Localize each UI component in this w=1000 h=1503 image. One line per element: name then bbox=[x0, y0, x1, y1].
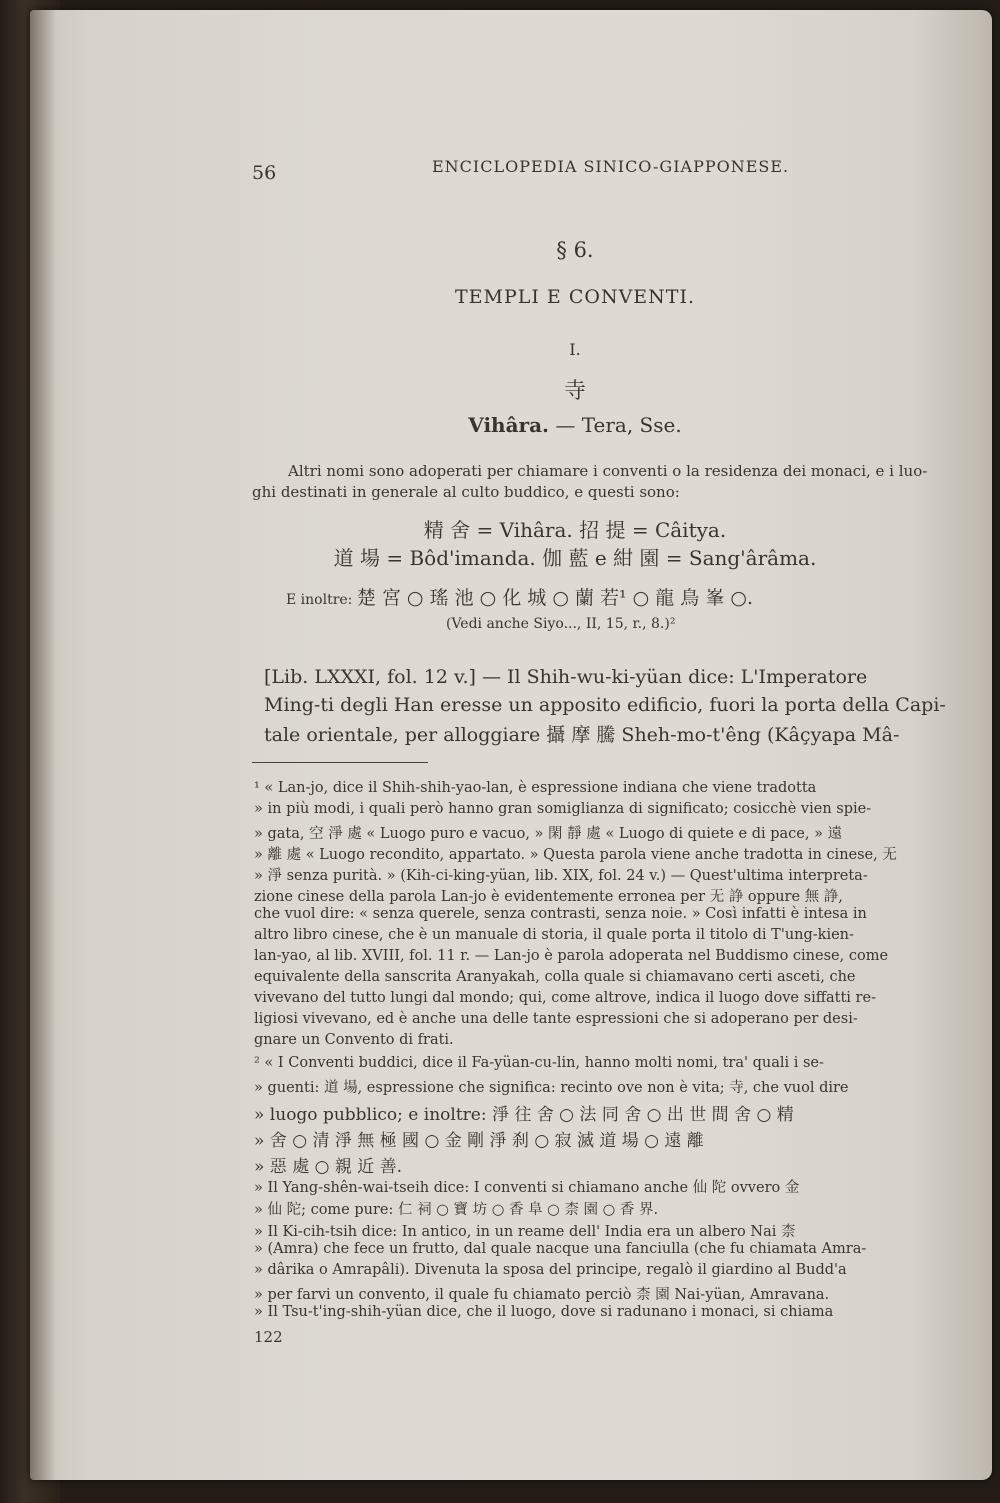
footnote-line: » (Amra) che fece un frutto, dal quale nacque una fanciulla (che fu chiamata Amra- bbox=[254, 1241, 867, 1257]
page-gutter-shadow bbox=[30, 10, 56, 1480]
subsection-kanji: 寺 bbox=[563, 379, 586, 404]
footnote-line: ligiosi vivevano, ed è anche una delle tante espressioni che si adoperano per desi- bbox=[254, 1011, 858, 1027]
footnote-line: lan-yao, al lib. XVIII, fol. 11 r. — Lan-jo è parola adoperata nel Buddismo cinese, come bbox=[254, 948, 889, 964]
heading-rest: — Tera, Sse. bbox=[549, 413, 682, 437]
signature-number: 122 bbox=[254, 1328, 283, 1346]
footnote-line: altro libro cinese, che è un manuale di storia, il quale porta il titolo di T'ung-kien- bbox=[254, 927, 854, 943]
inoltre-line bbox=[286, 583, 753, 610]
footnote-line: che vuol dire: « senza querele, senza contrasti, senza noie. » Così infatti è intesa in bbox=[254, 906, 867, 922]
footnote-line: » 淨 senza purità. » (Kih-ci-king-yüan, lib. XIX, fol. 24 v.) — Quest'ultima interpreta- bbox=[254, 868, 868, 884]
heading-bold: Vihâra. bbox=[468, 413, 550, 437]
intro-line-2: ghi destinati in generale al culto buddico, e questi sono: bbox=[252, 483, 680, 501]
footnote-line: » Il Tsu-t'ing-shih-yüan dice, che il luogo, dove si radunano i monaci, si chiama bbox=[254, 1304, 834, 1320]
vedi-reference: (Vedi anche Siyo..., II, 15, r., 8.)² bbox=[446, 616, 676, 632]
footnote-line: equivalente della sanscrita Aranyakah, colla quale si chiamavano certi asceti, che bbox=[254, 969, 856, 985]
intro-line-1: Altri nomi sono adoperati per chiamare i conventi o la residenza dei monaci, e i luo- bbox=[288, 462, 928, 480]
body-line-1: [Lib. LXXXI, fol. 12 v.] — Il Shih-wu-ki-yüan dice: L'Imperatore bbox=[264, 666, 868, 688]
footnote-line: gnare un Convento di frati. bbox=[254, 1032, 454, 1048]
footnote-line: » Il Yang-shên-wai-tseih dice: I conventi si chiamano anche 仙 陀 ovvero 金 bbox=[254, 1180, 800, 1196]
subsection-roman: I. bbox=[569, 340, 581, 359]
footnote-line: » gata, 空 淨 處 « Luogo puro e vacuo, » 閑 靜 處 « Luogo di quiete e di pace, » 遠 bbox=[254, 826, 843, 842]
footnote-line: » dârika o Amrapâli). Divenuta la sposa del principe, regalò il giardino al Budd'a bbox=[254, 1262, 847, 1278]
body-line-2: Ming-ti degli Han eresse un apposito edificio, fuori la porta della Capi- bbox=[264, 694, 946, 716]
body-line-3: tale orientale, per alloggiare 攝 摩 騰 Sheh-mo-t'êng (Kâçyapa Mâ- bbox=[264, 724, 900, 746]
book-page bbox=[30, 10, 992, 1480]
footnote-line: vivevano del tutto lungi dal mondo; qui, come altrove, indica il luogo dove siffatti re- bbox=[254, 990, 876, 1006]
section-title: TEMPLI E CONVENTI. bbox=[454, 286, 696, 308]
footnote-line: » 仙 陀; come pure: 仁 祠 ○ 寶 坊 ○ 香 阜 ○ 柰 園 ○ 香 界. bbox=[254, 1202, 659, 1218]
page-number: 56 bbox=[252, 162, 277, 184]
inoltre-label: E inoltre: bbox=[286, 592, 357, 608]
footnote-line: » luogo pubblico; e inoltre: 淨 往 舍 ○ 法 同 舍 ○ 出 世 間 舍 ○ 精 bbox=[254, 1105, 794, 1125]
subsection-heading bbox=[30, 413, 992, 437]
footnote-rule bbox=[252, 762, 428, 763]
footnote-line: » guenti: 道 場, espressione che significa: recinto ove non è vita; 寺, che vuol dire bbox=[254, 1080, 849, 1096]
inoltre-terms: 楚 宮 ○ 瑤 池 ○ 化 城 ○ 蘭 若¹ ○ 龍 鳥 峯 ○. bbox=[356, 587, 753, 609]
footnote-line: ² « I Conventi buddici, dice il Fa-yüan-cu-lin, hanno molti nomi, tra' quali i se- bbox=[254, 1055, 824, 1071]
footnote-line: zione cinese della parola Lan-jo è evidentemente erronea per 无 諍 oppure 無 諍, bbox=[254, 889, 843, 905]
equivalents-line-2: 道 場 = Bôd'imanda. 伽 藍 e 紺 園 = Sang'ârâma. bbox=[333, 546, 817, 570]
footnote-line: » 離 處 « Luogo recondito, appartato. » Questa parola viene anche tradotta in cinese, 无 bbox=[254, 847, 897, 863]
footnote-line: » 惡 處 ○ 親 近 善. bbox=[254, 1157, 403, 1177]
footnote-line: ¹ « Lan-jo, dice il Shih-shih-yao-lan, è espressione indiana che viene tradotta bbox=[254, 780, 817, 796]
section-number: § 6. bbox=[556, 238, 594, 262]
running-title: ENCICLOPEDIA SINICO-GIAPPONESE. bbox=[432, 157, 790, 176]
footnote-line: » 舍 ○ 清 淨 無 極 國 ○ 金 剛 淨 刹 ○ 寂 滅 道 場 ○ 遠 離 bbox=[254, 1131, 704, 1151]
footnote-line: » Il Ki-cih-tsih dice: In antico, in un reame dell' India era un albero Nai 柰 bbox=[254, 1224, 796, 1240]
footnote-line: » per farvi un convento, il quale fu chiamato perciò 柰 園 Nai-yüan, Amravana. bbox=[254, 1287, 830, 1303]
footnote-line: » in più modi, i quali però hanno gran somiglianza di significato; cosicchè vien spie- bbox=[254, 801, 872, 817]
equivalents-line-1: 精 舍 = Vihâra. 招 提 = Câitya. bbox=[423, 518, 727, 542]
